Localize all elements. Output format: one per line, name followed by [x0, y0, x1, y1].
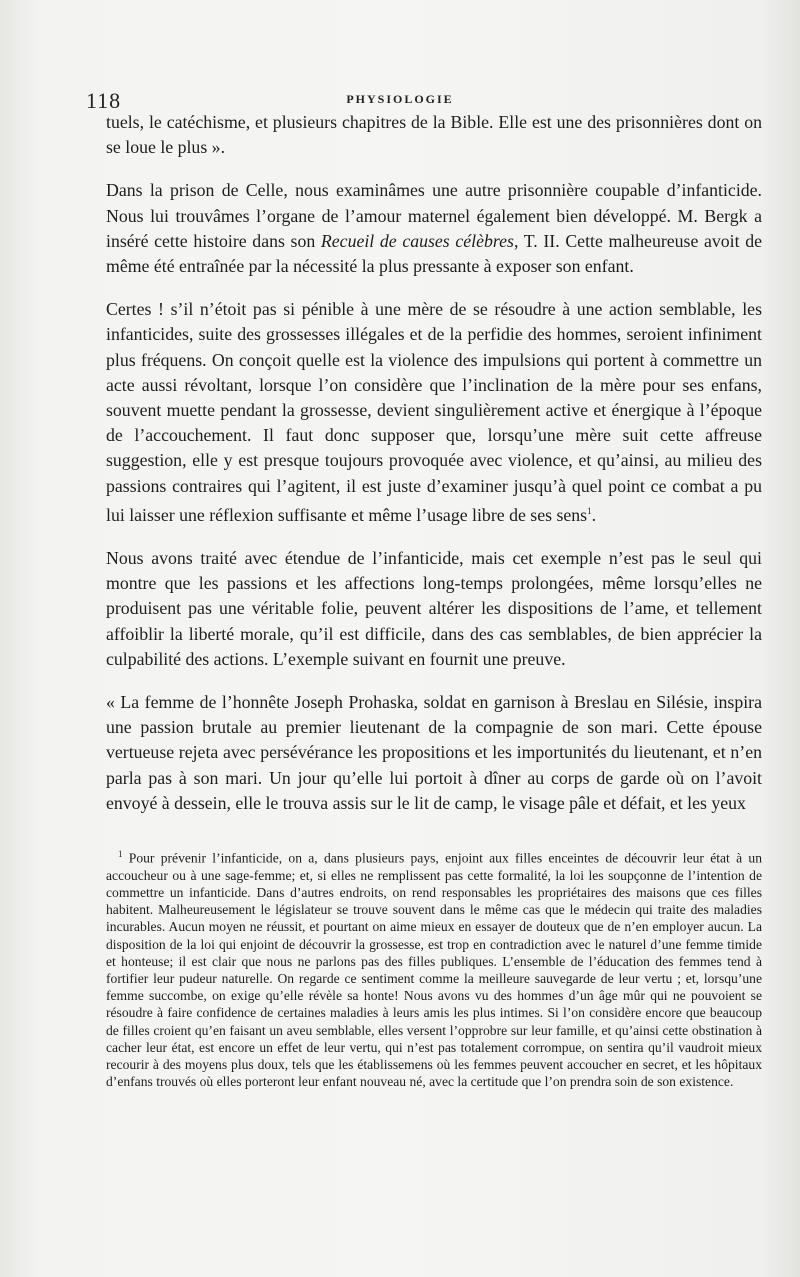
paragraph-prohaska: « La femme de l’honnête Joseph Prohaska, soldat en garnison à Breslau en Silésie, inspira une passion brutale au premier lieutenant de la compagnie de son mari. Cette épouse vertueuse rejeta avec persévérance les propositions et les importunités du lieutenant, et n’en parla pas à son mari. Un jour qu’elle lui portoit à dîner au corps de garde où on l’avoit envoyé à dessein, elle le trouva assis sur le lit de camp, le visage pâle et défait, et les yeux: [106, 691, 762, 813]
book-title: Recueil de causes célèbres: [320, 230, 514, 251]
paragraph-continuation: tuels, le catéchisme, et plusieurs chapitres de la Bible. Elle est une des prisonnières dont on se loue le plus ».: [106, 112, 762, 158]
footnote-text: Pour prévenir l’infanticide, on a, dans plusieurs pays, enjoint aux filles enceintes de découvrir leur état à un accoucheur ou à une sage-femme; et, si elles ne remplissent pas cette formalité, la loi les soupçonne de l’intention de commettre un infanticide. Dans d’autres endroits, on rend responsables les propriétaires des maisons que ces filles habitent. Malheureusement le législateur se trouve souvent dans le même cas que le médecin qui traite des maladies incurables. Aucun moyen ne réussit, et pourtant on aime mieux en essayer de douteux que de n’en employer aucun. La disposition de la loi qui enjoint de découvrir la grossesse, est trop en contradiction avec le naturel d’une femme timide et honteuse; il est clair que nous ne parlons pas des filles publiques. L’ensemble de l’éducation des femmes tend à fortifier leur pudeur naturelle. On regarde ce sentiment comme la meilleure sauvegarde de leur vertu ; et, lorsqu’une femme succombe, on exige qu’elle révèle sa honte! Nous avons vu des hommes d’un âge mûr qui ne pouvoient se résoudre à faire confidence de certaines maladies à leurs amis les plus intimes. Si l’on considère encore que beaucoup de filles croient qu’en faisant un aveu semblable, elles versent l’opprobre sur leur famille, et qu’ainsi cette obstination à cacher leur état, est encore un effet de leur vertu, qui n’est pas totalement corrompue, on sentira qu’il vaudroit mieux recourir à des moyens plus doux, tels que les établissemens où les femmes peuvent accoucher en secret, et les hôpitaux d’enfans trouvés où elles porteront leur enfant nouveau né, avec la certitude que l’on prendra soin de son existence.: [106, 850, 762, 1090]
running-head: PHYSIOLOGIE: [346, 92, 454, 106]
paragraph-text: .: [591, 504, 597, 525]
footnote-reference: 1: [587, 505, 592, 516]
footnotes: [106, 846, 762, 1090]
page-number: 118: [86, 88, 122, 113]
paragraph-infanticide: [106, 297, 762, 528]
paragraph-text: , T. II. Cette malheureuse avoit de même été entraînée par la nécessité la plus pressante à exposer son enfant.: [106, 230, 762, 277]
paragraph-celle-prison: [106, 178, 762, 279]
paragraph-text: Certes ! s’il n’étoit pas si pénible à une mère de se résoudre à une action semblable, les infanticides, suite des grossesses illégales et de la perfidie des hommes, seroient infiniment plus fréquens. On conçoit quelle est la violence des impulsions qui portent à commettre un acte aussi révoltant, lorsque l’on considère que l’inclination de la mère pour ses enfans, souvent muette pendant la grossesse, devient singulièrement active et énergique à l’époque de l’accouchement. Il faut donc supposer que, lorsqu’une mère suit cette affreuse suggestion, elle y est presque toujours provoquée avec violence, et qu’ainsi, au milieu des passions contraires qui l’agitent, il est juste d’examiner jusqu’à quel point ce combat a pu lui laisser une réflexion suffisante et même l’usage libre de ses sens: [106, 299, 762, 525]
footnote-mark: 1: [118, 849, 123, 859]
footnote: [106, 846, 762, 1090]
paragraph-text: Dans la prison de Celle, nous examinâmes une autre prisonnière coupable d’infanticide. Nous lui trouvâmes l’organe de l’amour maternel également bien développé. M. Bergk a inséré cette histoire dans son: [106, 180, 762, 251]
paragraph-passions: Nous avons traité avec étendue de l’infanticide, mais cet exemple n’est pas le seul qui montre que les passions et les affections long-temps prolongées, même lorsqu’elles ne produisent pas une véritable folie, peuvent altérer les dispositions de l’ame, et tellement affoiblir la liberté morale, qu’il est difficile, dans des cas semblables, de bien apprécier la culpabilité des actions. L’exemple suivant en fournit une preuve.: [106, 547, 762, 669]
body-text: [106, 110, 762, 816]
